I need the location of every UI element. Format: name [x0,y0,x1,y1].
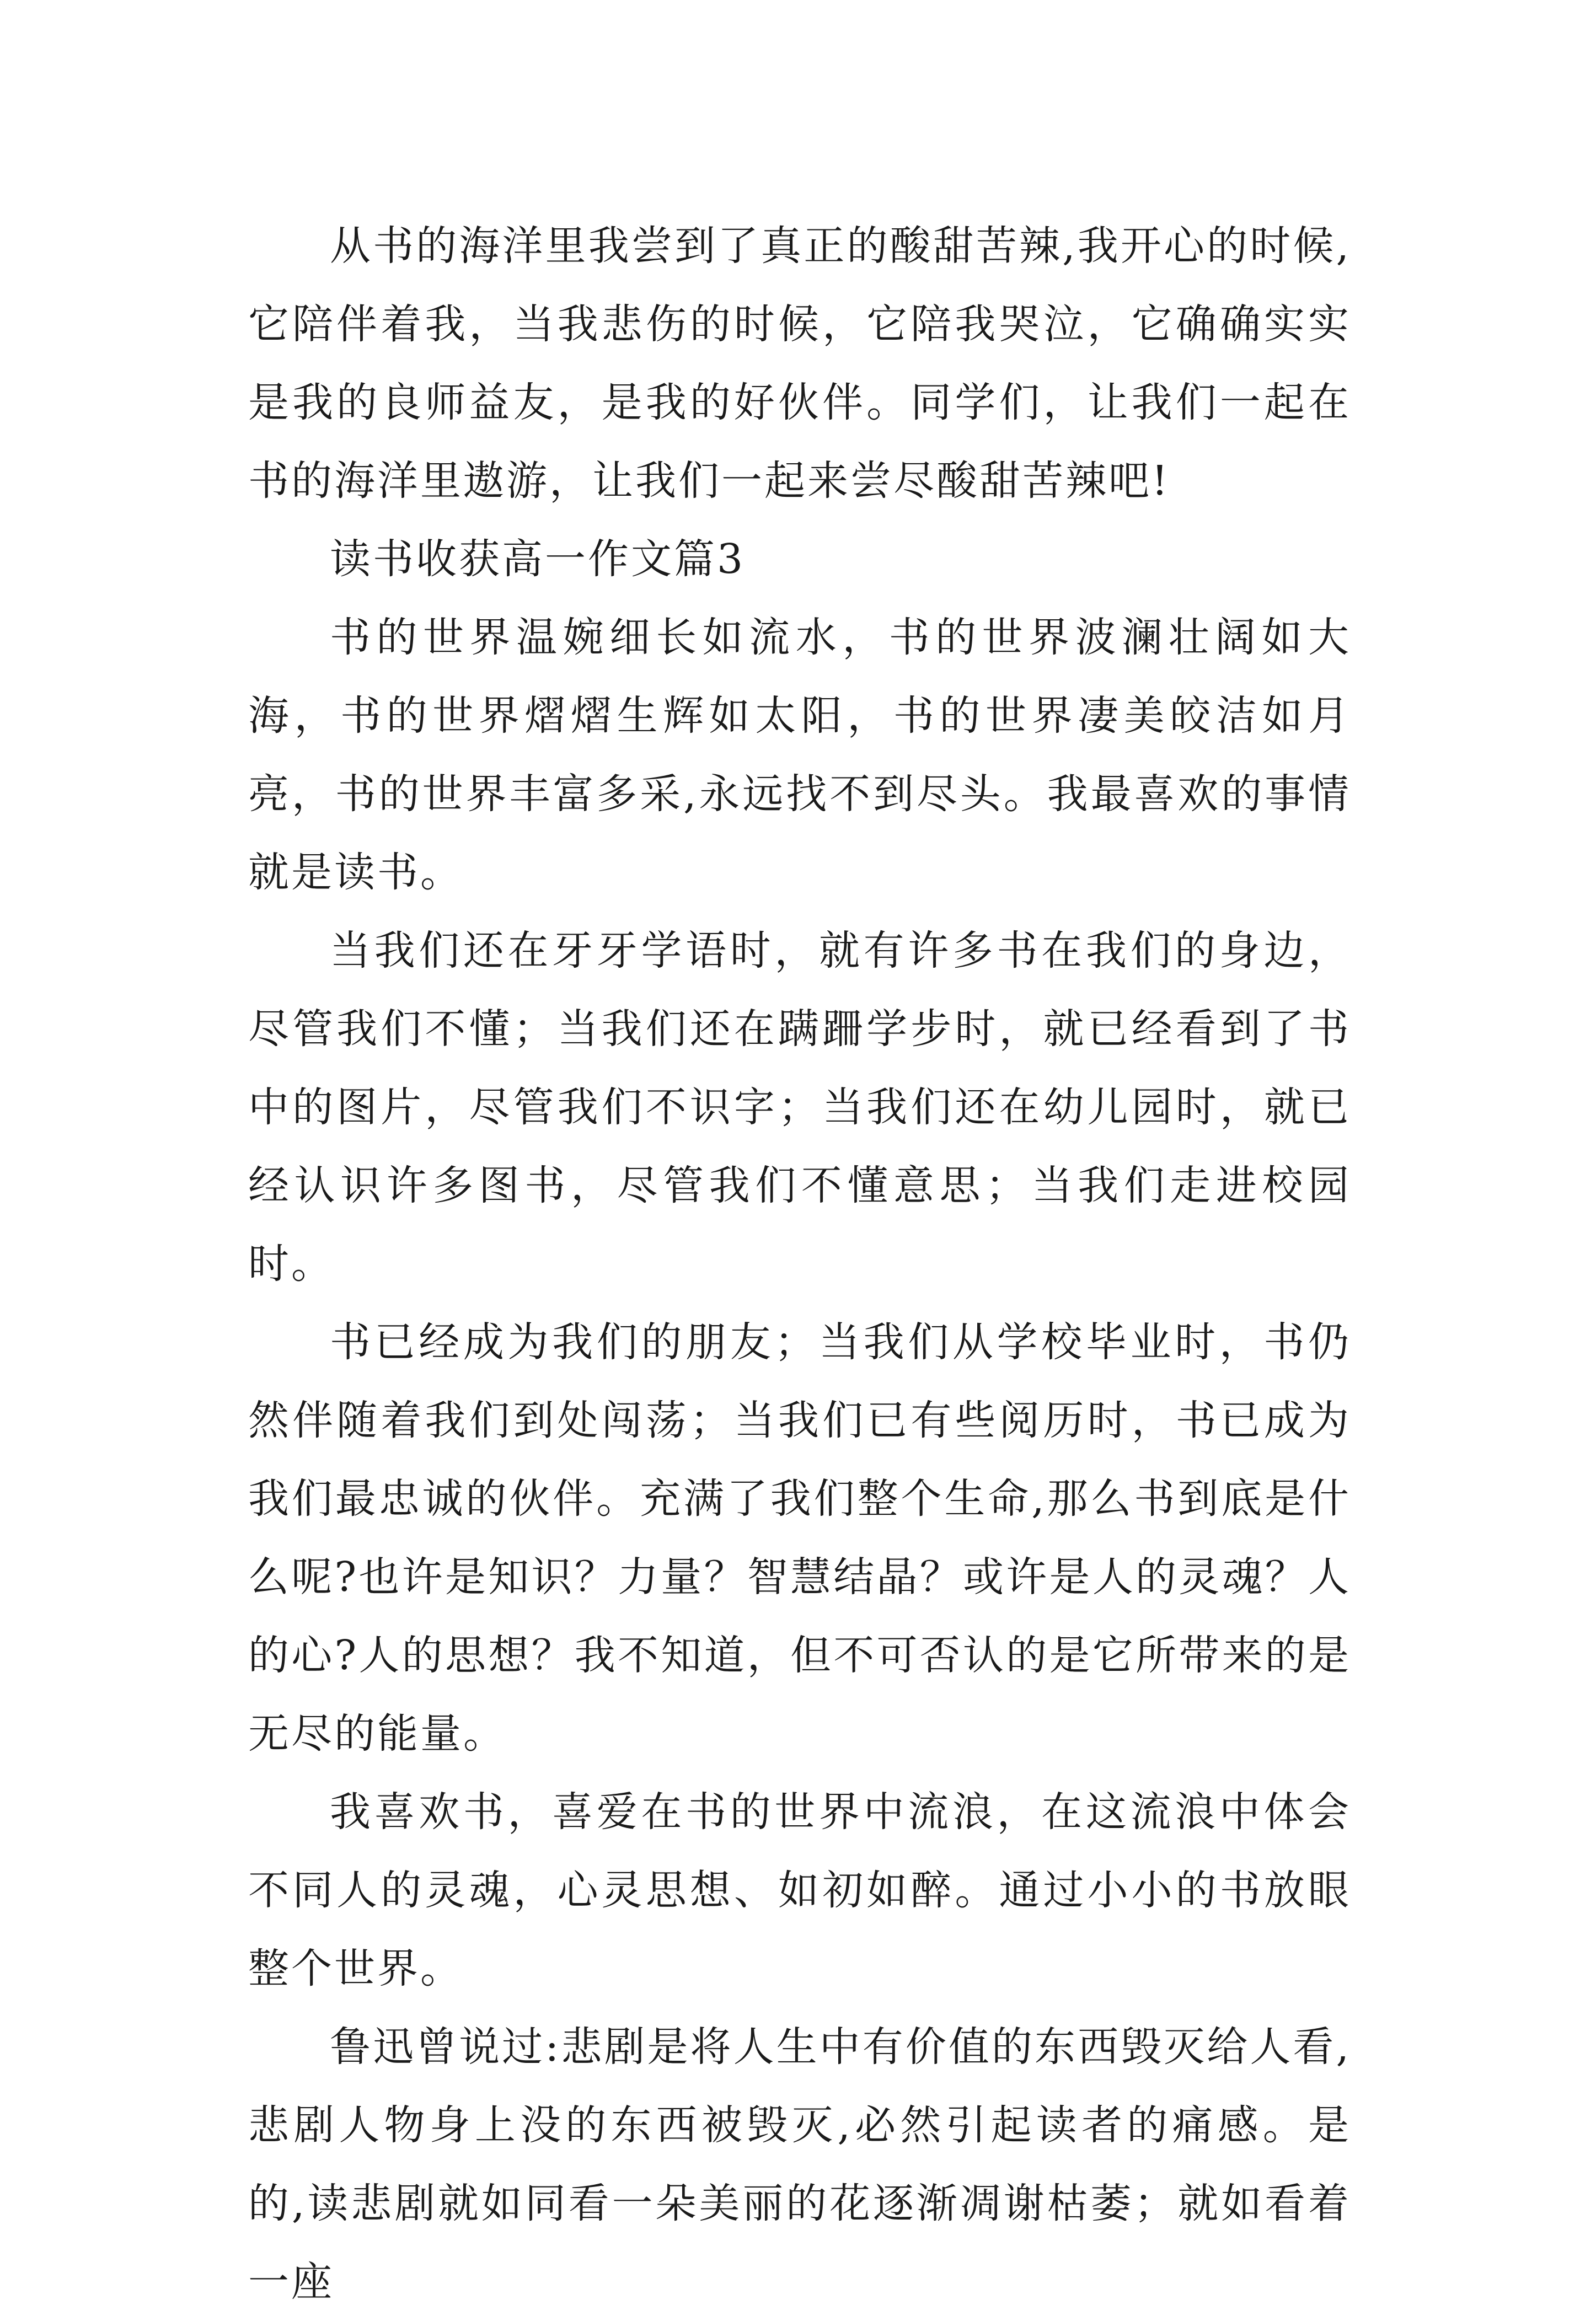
paragraph-5: 我喜欢书，喜爱在书的世界中流浪，在这流浪中体会不同人的灵魂，心灵思想、如初如醉。通过小小的书放眼整个世界。 [248,1788,1351,1992]
paragraph-1: 从书的海洋里我尝到了真正的酸甜苦辣,我开心的时候,它陪伴着我，当我悲伤的时候，它陪我哭泣，它确确实实是我的良师益友，是我的好伙伴。同学们，让我们一起在书的海洋里遨游，让我们一起来尝尽酸甜苦辣吧! [248,222,1351,505]
document-body [248,207,1351,2321]
paragraph-4: 书已经成为我们的朋友；当我们从学校毕业时，书仍然伴随着我们到处闯荡；当我们已有些阅历时，书已成为我们最忠诚的伙伴。充满了我们整个生命,那么书到底是什么呢?也许是知识？力量？智慧结晶？或许是人的灵魂？人的心?人的思想？我不知道，但不可否认的是它所带来的是无尽的能量。 [248,1318,1351,1757]
paragraph-6: 鲁迅曾说过:悲剧是将人生中有价值的东西毁灭给人看,悲剧人物身上没的东西被毁灭,必然引起读者的痛感。是的,读悲剧就如同看一朵美丽的花逐渐凋谢枯萎；就如看着一座 [248,2023,1351,2306]
paragraph-2: 书的世界温婉细长如流水，书的世界波澜壮阔如大海，书的世界熠熠生辉如太阳，书的世界凄美皎洁如月亮，书的世界丰富多采,永远找不到尽头。我最喜欢的事情就是读书。 [248,614,1351,896]
paragraph-3: 当我们还在牙牙学语时，就有许多书在我们的身边，尽管我们不懂；当我们还在蹒跚学步时，就已经看到了书中的图片，尽管我们不识字；当我们还在幼儿园时，就已经认识许多图书，尽管我们不懂意思；当我们走进校园时。 [248,927,1351,1288]
section-heading: 读书收获高一作文篇3 [330,535,746,583]
